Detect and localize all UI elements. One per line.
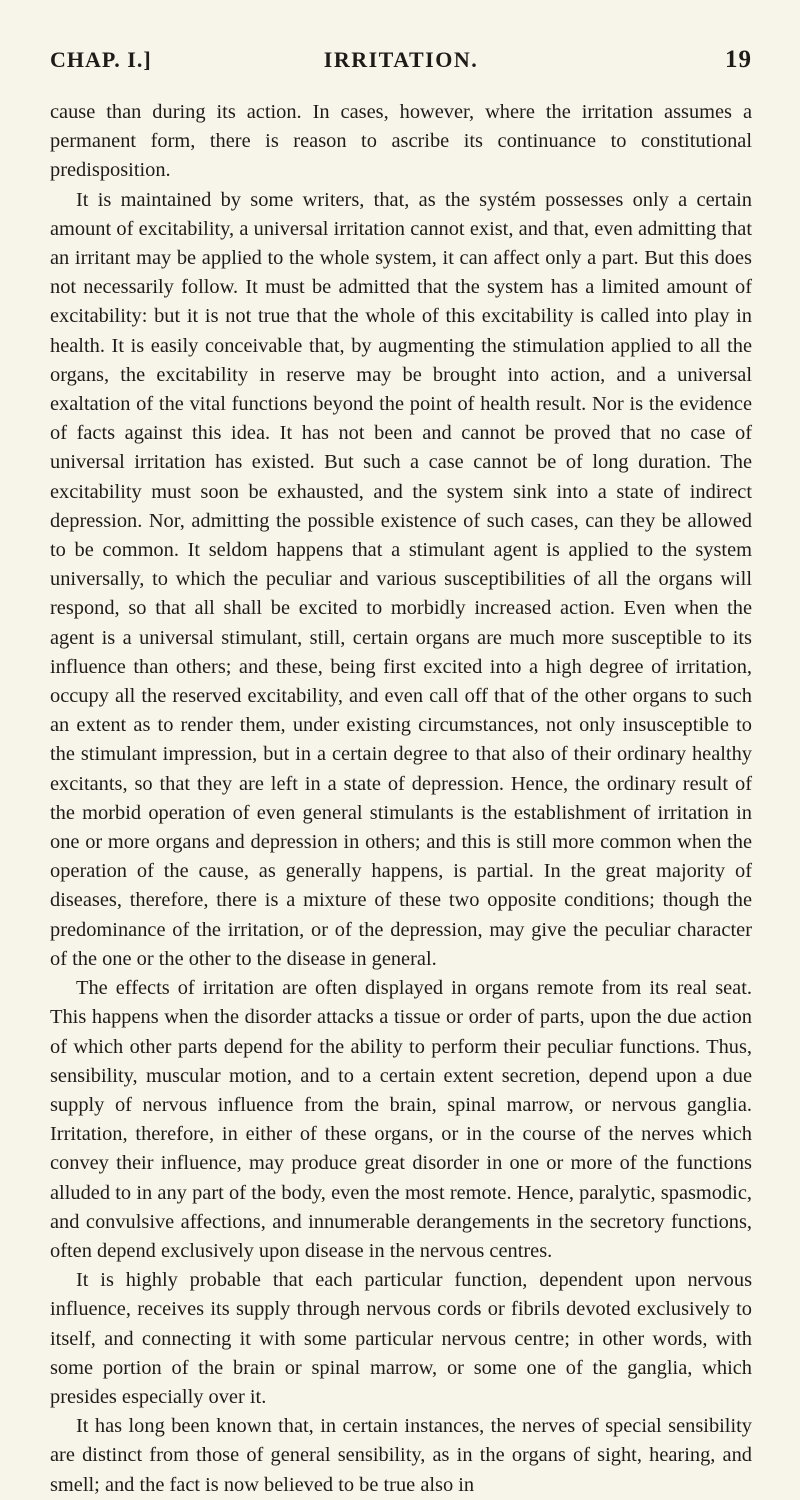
- body-text: [50, 98, 752, 1500]
- running-header: [50, 46, 752, 86]
- paragraph: It is maintained by some writers, that, as the systém possesses only a certain amount of excitability, a universal irritation cannot exist, and that, even admitting that an irritant may be applied to the whole system, it can affect only a part. But this does not necessarily follow. It must be admitted that the system has a limited amount of excitability: but it is not true that the whole of this excitability is called into play in health. It is easily conceivable that, by augmenting the stimulation applied to all the organs, the excitability in reserve may be brought into action, and a universal exaltation of the vital functions beyond the point of health result. Nor is the evidence of facts against this idea. It has not been and cannot be proved that no case of universal irritation has existed. But such a case cannot be of long duration. The excitability must soon be exhausted, and the system sink into a state of indirect depression. Nor, admitting the possible existence of such cases, can they be allowed to be common. It seldom happens that a stimulant agent is applied to the system universally, to which the peculiar and various susceptibilities of all the organs will respond, so that all shall be excited to morbidly increased action. Even when the agent is a universal stimulant, still, certain organs are much more susceptible to its influence than others; and these, being first excited into a high degree of irritation, occupy all the reserved excitability, and even call off that of the other organs to such an extent as to render them, under existing circumstances, not only insusceptible to the stimulant impression, but in a certain degree to that also of their ordinary healthy excitants, so that they are left in a state of depression. Hence, the ordinary result of the morbid operation of even general stimulants is the establishment of irritation in one or more organs and depression in others; and this is still more common when the operation of the cause, as generally happens, is partial. In the great majority of diseases, therefore, there is a mixture of these two opposite conditions; though the predominance of the irritation, or of the depression, may give the peculiar character of the one or the other to the disease in general.: [50, 188, 752, 970]
- paragraph: It has long been known that, in certain instances, the nerves of special sensibility are distinct from those of general sensibility, as in the organs of sight, hearing, and smell; and the fact is now believed to be true also in: [50, 1415, 752, 1496]
- paragraph: It is highly probable that each particular function, dependent upon nervous influence, receives its supply through nervous cords or fibrils devoted exclusively to itself, and connecting it with some particular nervous centre; in other words, with some portion of the brain or spinal marrow, or some one of the ganglia, which presides especially over it.: [50, 1269, 752, 1408]
- paragraph-continuation: cause than during its action. In cases, however, where the irritation assumes a permanent form, there is reason to ascribe its continuance to constitutional predisposition.: [50, 101, 752, 182]
- chapter-label: CHAP. I.]: [50, 47, 152, 72]
- paragraph: The effects of irritation are often displayed in organs remote from its real seat. This happens when the disorder attacks a tissue or order of parts, upon the due action of which other parts depend for the ability to perform their peculiar functions. Thus, sensibility, muscular motion, and to a certain extent secretion, depend upon a due supply of nervous influence from the brain, spinal marrow, or nervous ganglia. Irritation, therefore, in either of these organs, or in the course of the nerves which convey their influence, may produce great disorder in one or more of the functions alluded to in any part of the body, even the most remote. Hence, paralytic, spasmodic, and convulsive affections, and innumerable derangements in the secretory functions, often depend exclusively upon disease in the nervous centres.: [50, 977, 752, 1262]
- running-title: IRRITATION.: [323, 47, 479, 72]
- page-number: 19: [725, 46, 752, 73]
